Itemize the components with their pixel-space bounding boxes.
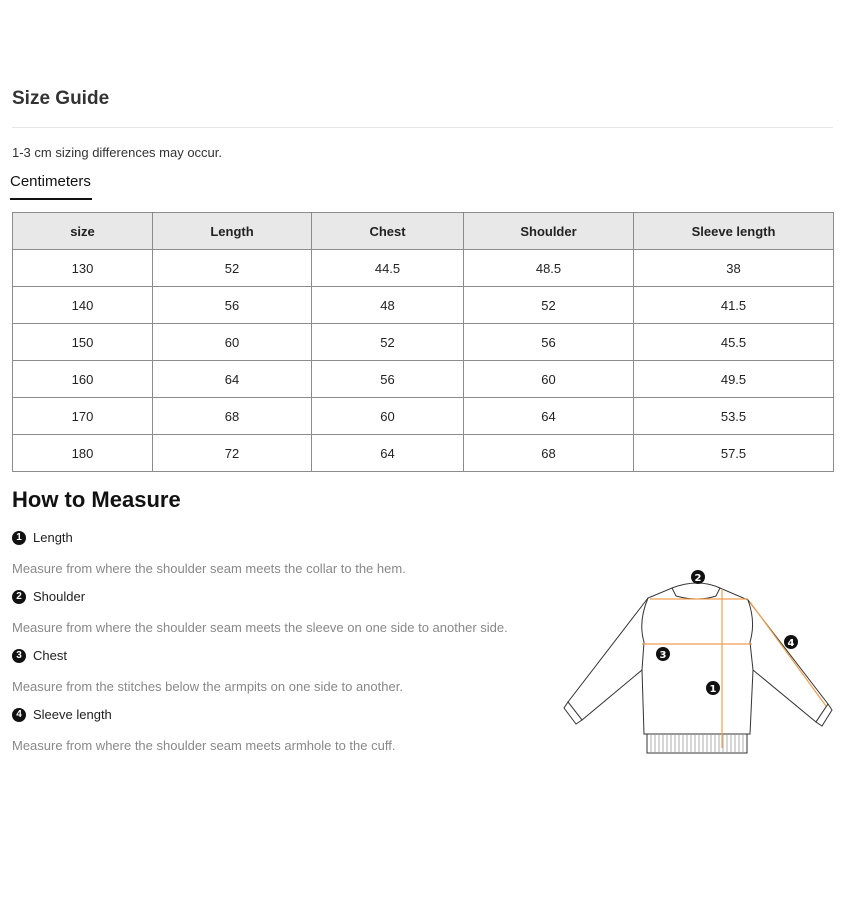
column-header: Sleeve length <box>634 213 834 250</box>
column-header: Shoulder <box>464 213 634 250</box>
table-cell: 130 <box>13 250 153 287</box>
size-table <box>12 212 834 472</box>
table-cell: 64 <box>312 435 464 472</box>
measure-item-shoulder <box>12 589 508 635</box>
table-cell: 56 <box>464 324 634 361</box>
how-to-measure-title: How to Measure <box>12 487 181 512</box>
number-2-icon: 2 <box>12 590 26 604</box>
table-cell: 180 <box>13 435 153 472</box>
table-cell: 160 <box>13 361 153 398</box>
table-cell: 140 <box>13 287 153 324</box>
table-header-row <box>13 213 834 250</box>
table-row <box>13 435 834 472</box>
table-cell: 44.5 <box>312 250 464 287</box>
measure-item-sleeve-length <box>12 707 395 753</box>
table-row <box>13 398 834 435</box>
measure-label: Chest <box>33 648 67 663</box>
sweater-measurement-diagram-icon <box>560 562 840 762</box>
table-row <box>13 287 834 324</box>
page-title: Size Guide <box>12 88 110 109</box>
column-header: size <box>13 213 153 250</box>
table-cell: 68 <box>464 435 634 472</box>
table-row <box>13 361 834 398</box>
number-1-icon: 1 <box>12 531 26 545</box>
column-header: Length <box>153 213 312 250</box>
table-row <box>13 324 834 361</box>
table-cell: 60 <box>312 398 464 435</box>
measure-description: Measure from the stitches below the armpits on one side to another. <box>12 679 403 694</box>
table-cell: 68 <box>153 398 312 435</box>
measure-description: Measure from where the shoulder seam meets armhole to the cuff. <box>12 738 396 753</box>
table-cell: 60 <box>464 361 634 398</box>
table-cell: 52 <box>464 287 634 324</box>
table-cell: 48.5 <box>464 250 634 287</box>
measure-description: Measure from where the shoulder seam meets the collar to the hem. <box>12 561 406 576</box>
sizing-note: 1-3 cm sizing differences may occur. <box>12 145 223 160</box>
table-cell: 170 <box>13 398 153 435</box>
measure-item-length <box>12 530 406 576</box>
tab-centimeters[interactable]: Centimeters <box>10 173 92 200</box>
divider <box>12 127 833 128</box>
table-cell: 72 <box>153 435 312 472</box>
table-cell: 45.5 <box>634 324 834 361</box>
number-4-icon: 4 <box>12 708 26 722</box>
measure-label: Sleeve length <box>33 707 112 722</box>
table-cell: 64 <box>153 361 312 398</box>
marker-label: 2 <box>694 573 702 584</box>
table-cell: 56 <box>312 361 464 398</box>
number-3-icon: 3 <box>12 649 26 663</box>
measure-label: Length <box>33 530 73 545</box>
table-cell: 38 <box>634 250 834 287</box>
table-cell: 56 <box>153 287 312 324</box>
marker-label: 1 <box>709 684 717 695</box>
column-header: Chest <box>312 213 464 250</box>
table-cell: 60 <box>153 324 312 361</box>
table-cell: 48 <box>312 287 464 324</box>
marker-label: 3 <box>659 650 667 661</box>
table-cell: 53.5 <box>634 398 834 435</box>
measure-description: Measure from where the shoulder seam meets the sleeve on one side to another side. <box>12 620 508 635</box>
table-row <box>13 250 834 287</box>
measure-label: Shoulder <box>33 589 86 604</box>
marker-label: 4 <box>787 638 795 649</box>
table-cell: 150 <box>13 324 153 361</box>
table-cell: 52 <box>153 250 312 287</box>
measure-item-chest <box>12 648 403 694</box>
table-cell: 41.5 <box>634 287 834 324</box>
table-cell: 57.5 <box>634 435 834 472</box>
table-cell: 52 <box>312 324 464 361</box>
table-cell: 49.5 <box>634 361 834 398</box>
table-cell: 64 <box>464 398 634 435</box>
